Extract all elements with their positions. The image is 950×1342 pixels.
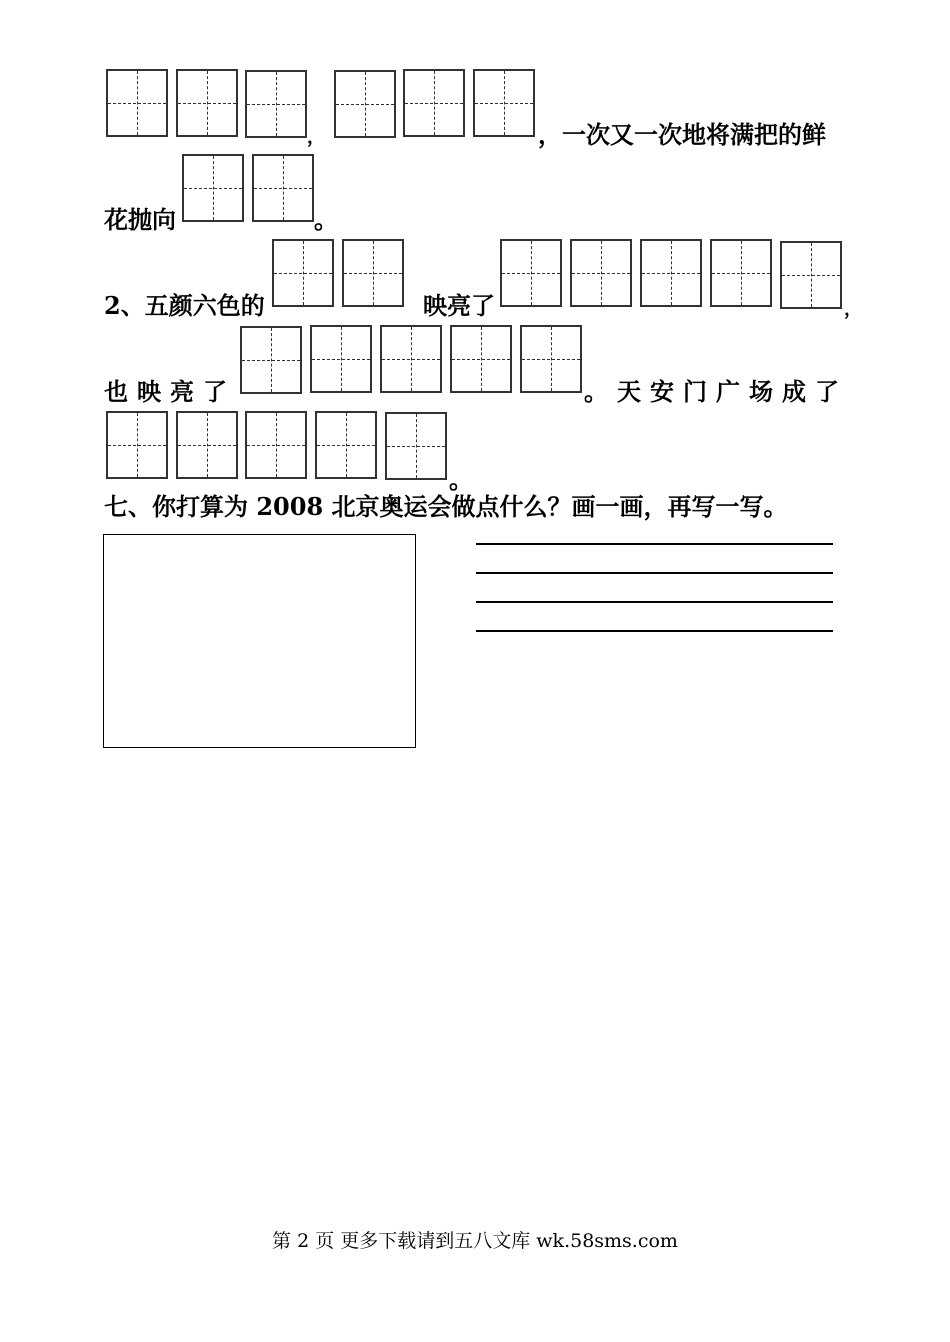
writing-cell[interactable]: [240, 326, 302, 394]
writing-cell[interactable]: [176, 69, 238, 137]
writing-cell[interactable]: [473, 69, 535, 137]
writing-cell[interactable]: [106, 411, 168, 479]
writing-line[interactable]: [476, 543, 833, 545]
q1-line2-text: 花抛向: [104, 205, 176, 234]
section7-heading: 七、你打算为 2008 北京奥运会做点什么？画一画，再写一写。: [104, 492, 788, 521]
writing-cell[interactable]: [385, 412, 447, 480]
writing-line[interactable]: [476, 630, 833, 632]
q2-comma: ，: [844, 299, 862, 320]
writing-cell[interactable]: [520, 325, 582, 393]
writing-cell[interactable]: [176, 411, 238, 479]
writing-cell[interactable]: [780, 241, 842, 309]
q2-mid-text: 映亮了: [423, 291, 495, 320]
writing-cell[interactable]: [310, 325, 372, 393]
writing-cell[interactable]: [245, 411, 307, 479]
writing-cell[interactable]: [640, 239, 702, 307]
page-footer: 第 2 页 更多下载请到五八文库 wk.58sms.com: [272, 1230, 678, 1252]
q2-period: 。: [449, 465, 473, 494]
q1-sentence-tail: ，一次又一次地将满把的鲜: [538, 120, 826, 149]
writing-cell[interactable]: [342, 239, 404, 307]
writing-cell[interactable]: [570, 239, 632, 307]
q1-comma: ，: [307, 127, 325, 148]
q1-period: 。: [314, 205, 338, 234]
writing-cell[interactable]: [252, 154, 314, 222]
writing-cell[interactable]: [272, 239, 334, 307]
writing-cell[interactable]: [710, 239, 772, 307]
writing-cell[interactable]: [450, 325, 512, 393]
q2-lead-text: 2、五颜六色的: [104, 291, 265, 320]
writing-cell[interactable]: [334, 70, 396, 138]
drawing-box[interactable]: [103, 534, 416, 748]
writing-cell[interactable]: [106, 69, 168, 137]
writing-cell[interactable]: [403, 69, 465, 137]
writing-cell[interactable]: [182, 154, 244, 222]
writing-cell[interactable]: [380, 325, 442, 393]
writing-cell[interactable]: [500, 239, 562, 307]
writing-line[interactable]: [476, 601, 833, 603]
writing-line[interactable]: [476, 572, 833, 574]
writing-cell[interactable]: [245, 70, 307, 138]
q2-line2-tail: 。天安门广场成了: [584, 377, 848, 406]
q2-line2-text: 也映亮了: [104, 377, 236, 406]
writing-cell[interactable]: [315, 411, 377, 479]
